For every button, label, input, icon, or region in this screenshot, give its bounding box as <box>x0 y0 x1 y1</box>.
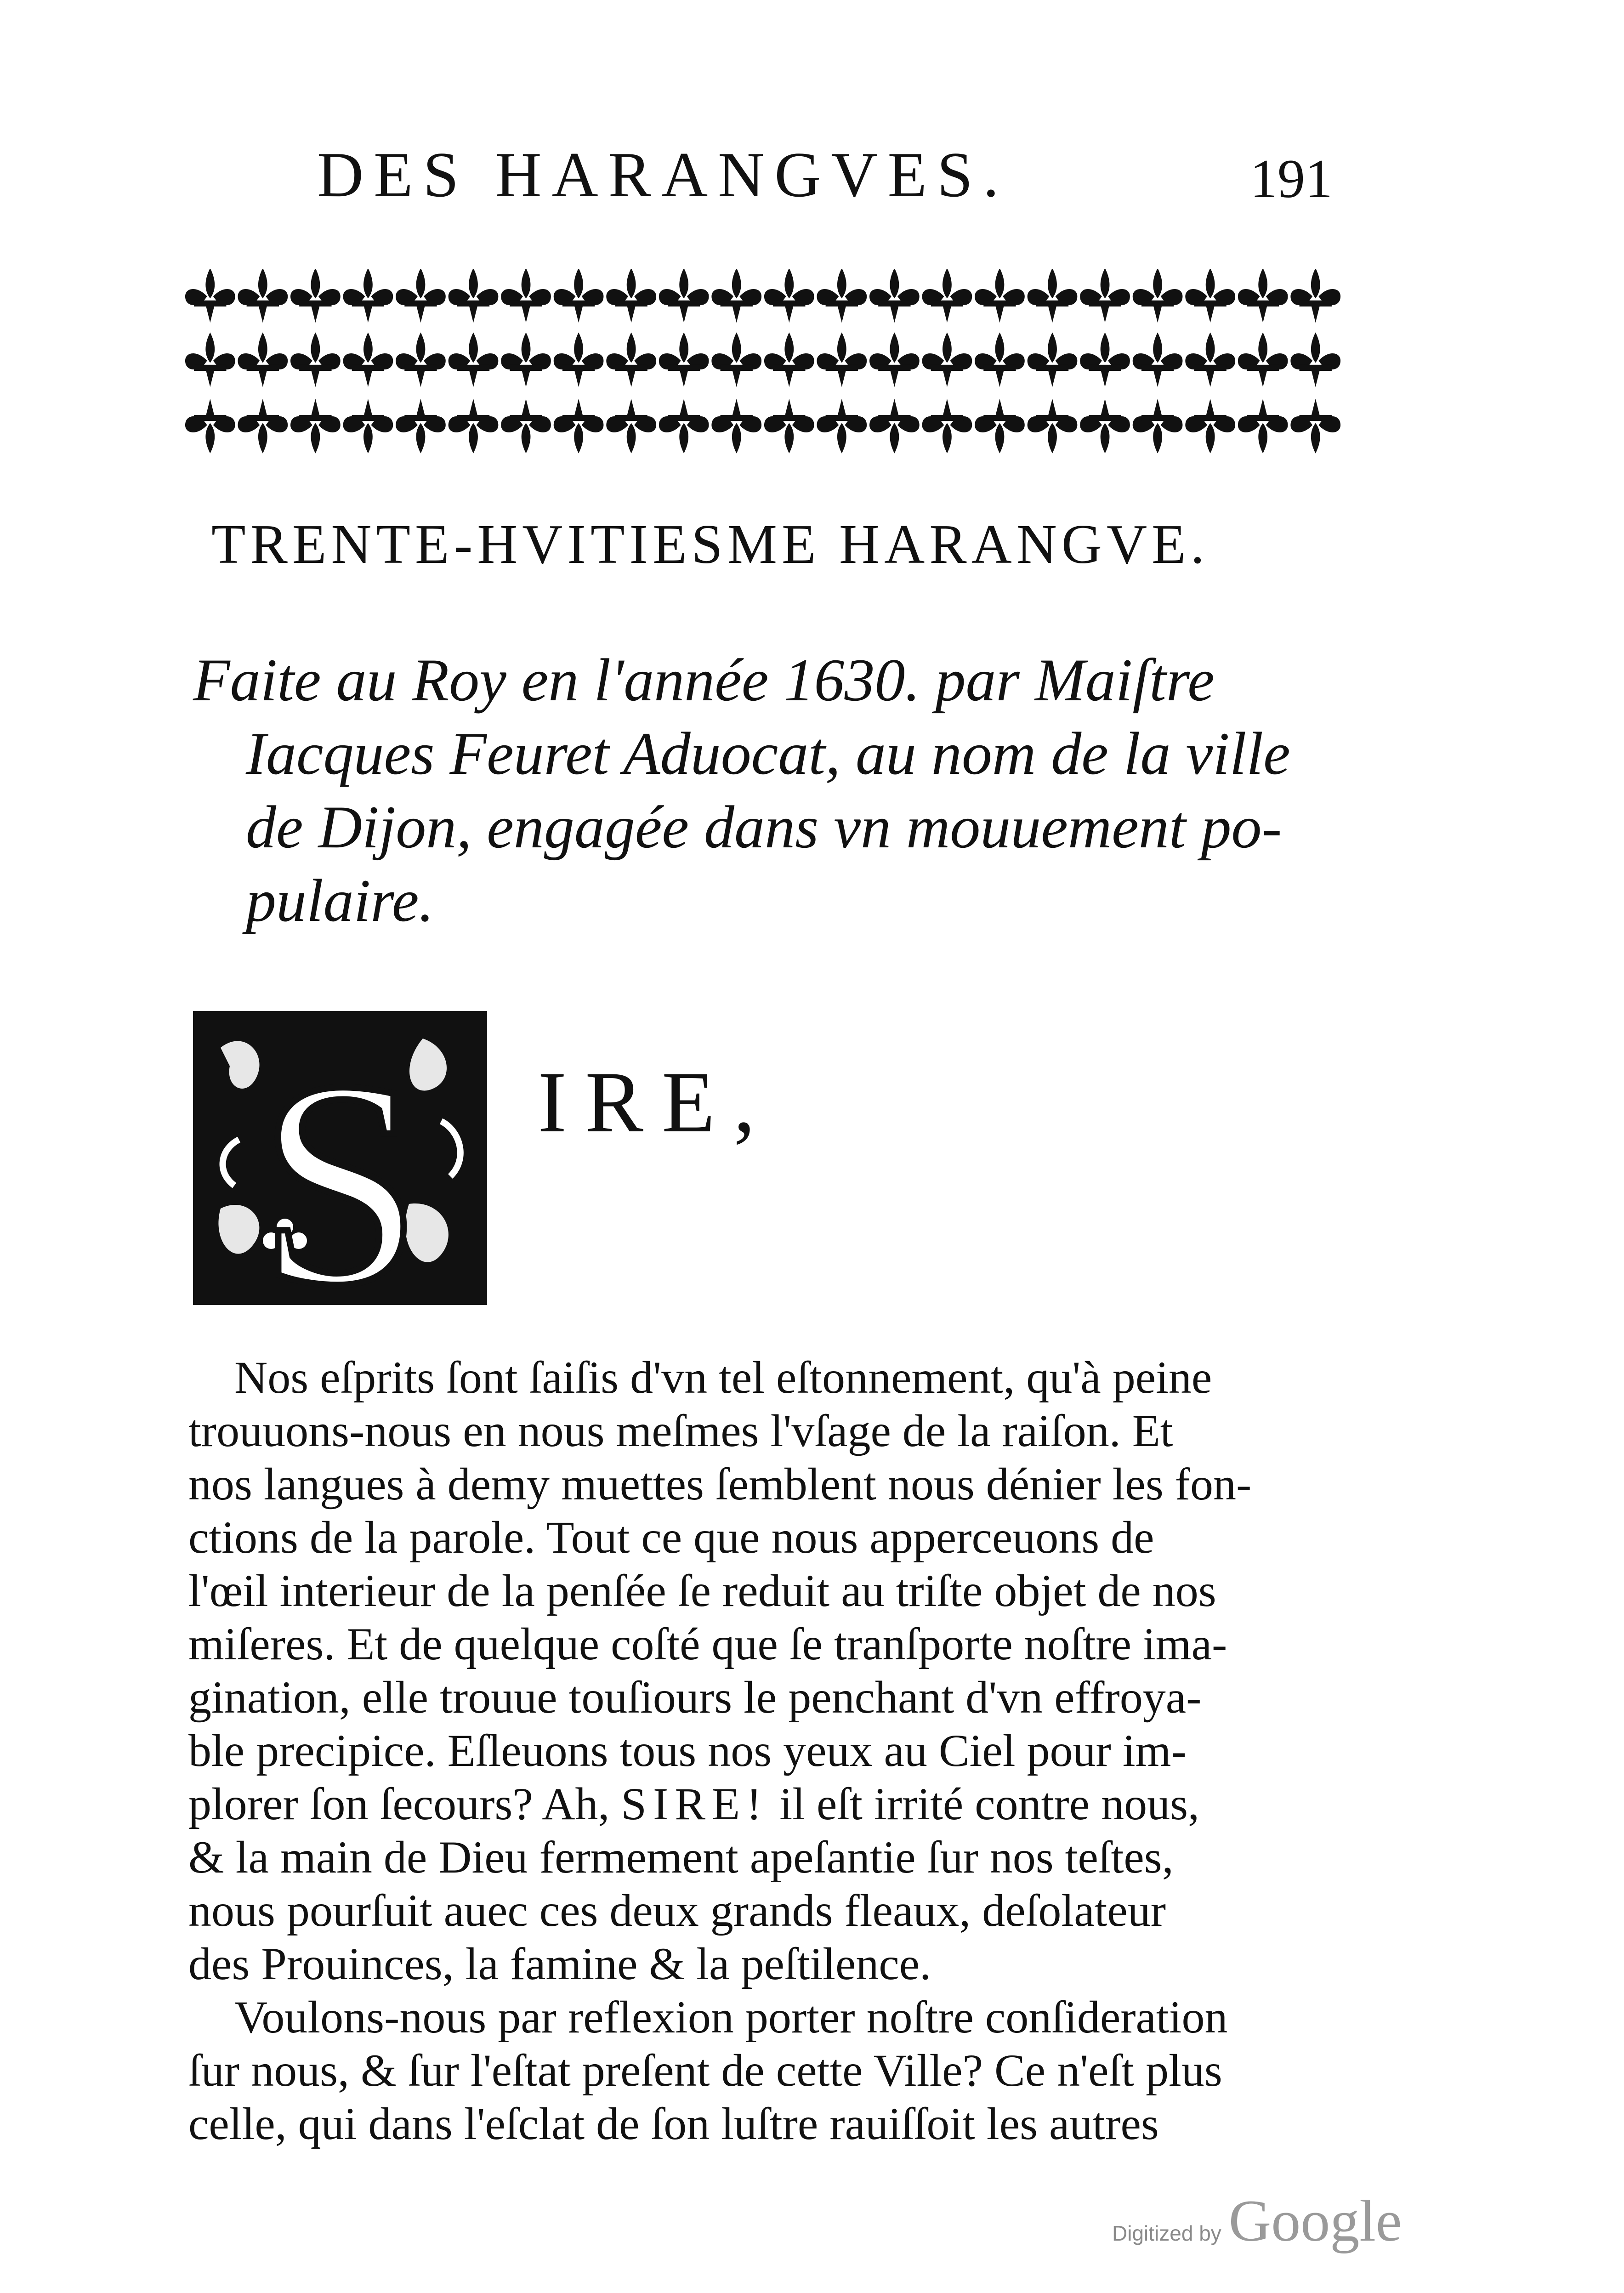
fleur-de-lis-icon <box>1080 332 1130 387</box>
fleur-de-lis-icon <box>554 269 604 323</box>
fleur-de-lis-icon <box>1028 399 1078 454</box>
body-line: ble precipice. Eſleuons tous nos yeux au Ciel pour im- <box>188 1725 1187 1776</box>
body-line: Voulons-nous par reflexion porter noſtre conſideration <box>234 1992 1228 2043</box>
fleur-de-lis-icon <box>185 332 235 387</box>
body-line: des Prouinces, la famine & la peſtilence. <box>188 1938 931 1989</box>
fleur-de-lis-icon <box>1028 269 1078 323</box>
google-logo: Google <box>1228 2188 1402 2253</box>
fleur-de-lis-icon <box>711 332 761 387</box>
fleur-de-lis-icon <box>290 399 341 454</box>
fleur-de-lis-icon <box>1028 332 1078 387</box>
fleur-de-lis-icon <box>1080 269 1130 323</box>
fleur-de-lis-icon <box>449 332 499 387</box>
salutation-text: IRE, <box>538 1054 774 1151</box>
body-line: nous pourſuit auec ces deux grands fleaux, deſolateur <box>188 1885 1166 1936</box>
fleur-de-lis-icon <box>922 269 972 323</box>
body-line: miſeres. Et de quelque coſté que ſe tranſporte noſtre ima- <box>188 1618 1227 1669</box>
fleur-de-lis-icon <box>1290 399 1340 454</box>
fleur-de-lis-icon <box>817 269 867 323</box>
fleur-de-lis-icon <box>1185 399 1235 454</box>
fleur-de-lis-icon <box>1185 332 1235 387</box>
fleur-de-lis-icon <box>501 399 551 454</box>
fleur-de-lis-icon <box>554 332 604 387</box>
body-line: & la main de Dieu fermement apeſantie ſur nos teſtes, <box>188 1832 1174 1883</box>
body-line: gination, elle trouue touſiours le penchant d'vn effroya- <box>188 1672 1202 1723</box>
fleur-de-lis-icon <box>764 269 814 323</box>
inline-sire: SIRE! <box>621 1778 768 1829</box>
fleur-de-lis-icon <box>922 399 972 454</box>
fleur-de-lis-icon <box>238 269 288 323</box>
fleur-de-lis-icon <box>869 269 920 323</box>
body-line: Nos eſprits ſont ſaiſis d'vn tel eſtonnement, qu'à peine <box>234 1352 1212 1403</box>
fleur-de-lis-icon <box>606 269 656 323</box>
fleur-de-lis-icon <box>817 399 867 454</box>
fleur-de-lis-icon <box>185 269 235 323</box>
fleur-de-lis-icon <box>238 332 288 387</box>
fleur-de-lis-icon <box>1290 332 1340 387</box>
fleur-de-lis-icon <box>396 269 446 323</box>
fleur-de-lis-icon <box>501 332 551 387</box>
fleur-de-lis-border <box>184 269 1342 462</box>
fleur-de-lis-icon <box>817 332 867 387</box>
fleur-de-lis-icon <box>343 332 393 387</box>
fleur-de-lis-icon <box>606 332 656 387</box>
fleur-de-lis-icon <box>975 332 1025 387</box>
fleur-de-lis-icon <box>1080 399 1130 454</box>
body-fragment: il eſt irrité contre nous, <box>779 1778 1200 1829</box>
body-line <box>188 1777 1199 1831</box>
harangue-title: TRENTE-HVITIESME HARANGVE. <box>211 513 1209 575</box>
running-title: DES HARANGVES. <box>317 139 1009 210</box>
subtitle-line: pulaire. <box>246 867 434 934</box>
fleur-de-lis-icon <box>975 269 1025 323</box>
fleur-de-lis-icon <box>869 332 920 387</box>
fleur-de-lis-icon <box>711 399 761 454</box>
fleur-de-lis-icon <box>343 269 393 323</box>
fleur-de-lis-icon <box>975 399 1025 454</box>
fleur-de-lis-icon <box>1185 269 1235 323</box>
fleur-de-lis-icon <box>869 399 920 454</box>
decorated-initial-letter: S <box>258 1021 422 1305</box>
subtitle-line: de Dijon, engagée dans vn mouuement po- <box>246 793 1282 861</box>
fleur-de-lis-icon <box>659 269 709 323</box>
fleur-de-lis-icon <box>290 269 341 323</box>
fleur-de-lis-icon <box>764 399 814 454</box>
body-fragment: plorer ſon ſecours? Ah, <box>188 1778 610 1829</box>
body-line: nos langues à demy muettes ſemblent nous dénier les fon- <box>188 1459 1252 1510</box>
fleur-de-lis-icon <box>659 399 709 454</box>
fleur-de-lis-icon <box>449 269 499 323</box>
body-line: l'œil interieur de la penſée ſe reduit au triſte objet de nos <box>188 1565 1216 1616</box>
fleur-de-lis-icon <box>343 399 393 454</box>
decorated-initial <box>193 1011 487 1305</box>
fleur-de-lis-icon <box>396 399 446 454</box>
body-line: celle, qui dans l'eſclat de ſon luſtre rauiſſoit les autres <box>188 2098 1159 2149</box>
fleur-de-lis-icon <box>554 399 604 454</box>
page-number: 191 <box>1250 148 1333 209</box>
fleur-de-lis-icon <box>1238 332 1288 387</box>
fleur-de-lis-icon <box>659 332 709 387</box>
fleur-de-lis-icon <box>1133 399 1183 454</box>
digitized-watermark <box>1112 2187 1402 2255</box>
watermark-prefix: Digitized by <box>1112 2221 1221 2245</box>
fleur-de-lis-icon <box>1133 269 1183 323</box>
fleur-de-lis-icon <box>185 269 1340 454</box>
fleur-de-lis-icon <box>922 332 972 387</box>
body-line: trouuons-nous en nous meſmes l'vſage de la raiſon. Et <box>188 1405 1173 1456</box>
subtitle-line: Iacques Feuret Aduocat, au nom de la ville <box>246 720 1290 787</box>
body-line: ſur nous, & ſur l'eſtat preſent de cette Ville? Ce n'eſt plus <box>188 2045 1222 2096</box>
fleur-de-lis-icon <box>1238 269 1288 323</box>
fleur-de-lis-icon <box>606 399 656 454</box>
fleur-de-lis-icon <box>185 399 235 454</box>
fleur-de-lis-icon <box>1290 269 1340 323</box>
fleur-de-lis-icon <box>711 269 761 323</box>
subtitle-line: Faite au Roy en l'année 1630. par Maiſtre <box>193 646 1215 714</box>
fleur-de-lis-icon <box>764 332 814 387</box>
fleur-de-lis-icon <box>501 269 551 323</box>
fleur-de-lis-icon <box>290 332 341 387</box>
fleur-de-lis-icon <box>449 399 499 454</box>
fleur-de-lis-icon <box>396 332 446 387</box>
fleur-de-lis-icon <box>1133 332 1183 387</box>
body-line: ctions de la parole. Tout ce que nous apperceuons de <box>188 1512 1154 1563</box>
fleur-de-lis-icon <box>1238 399 1288 454</box>
fleur-de-lis-icon <box>238 399 288 454</box>
